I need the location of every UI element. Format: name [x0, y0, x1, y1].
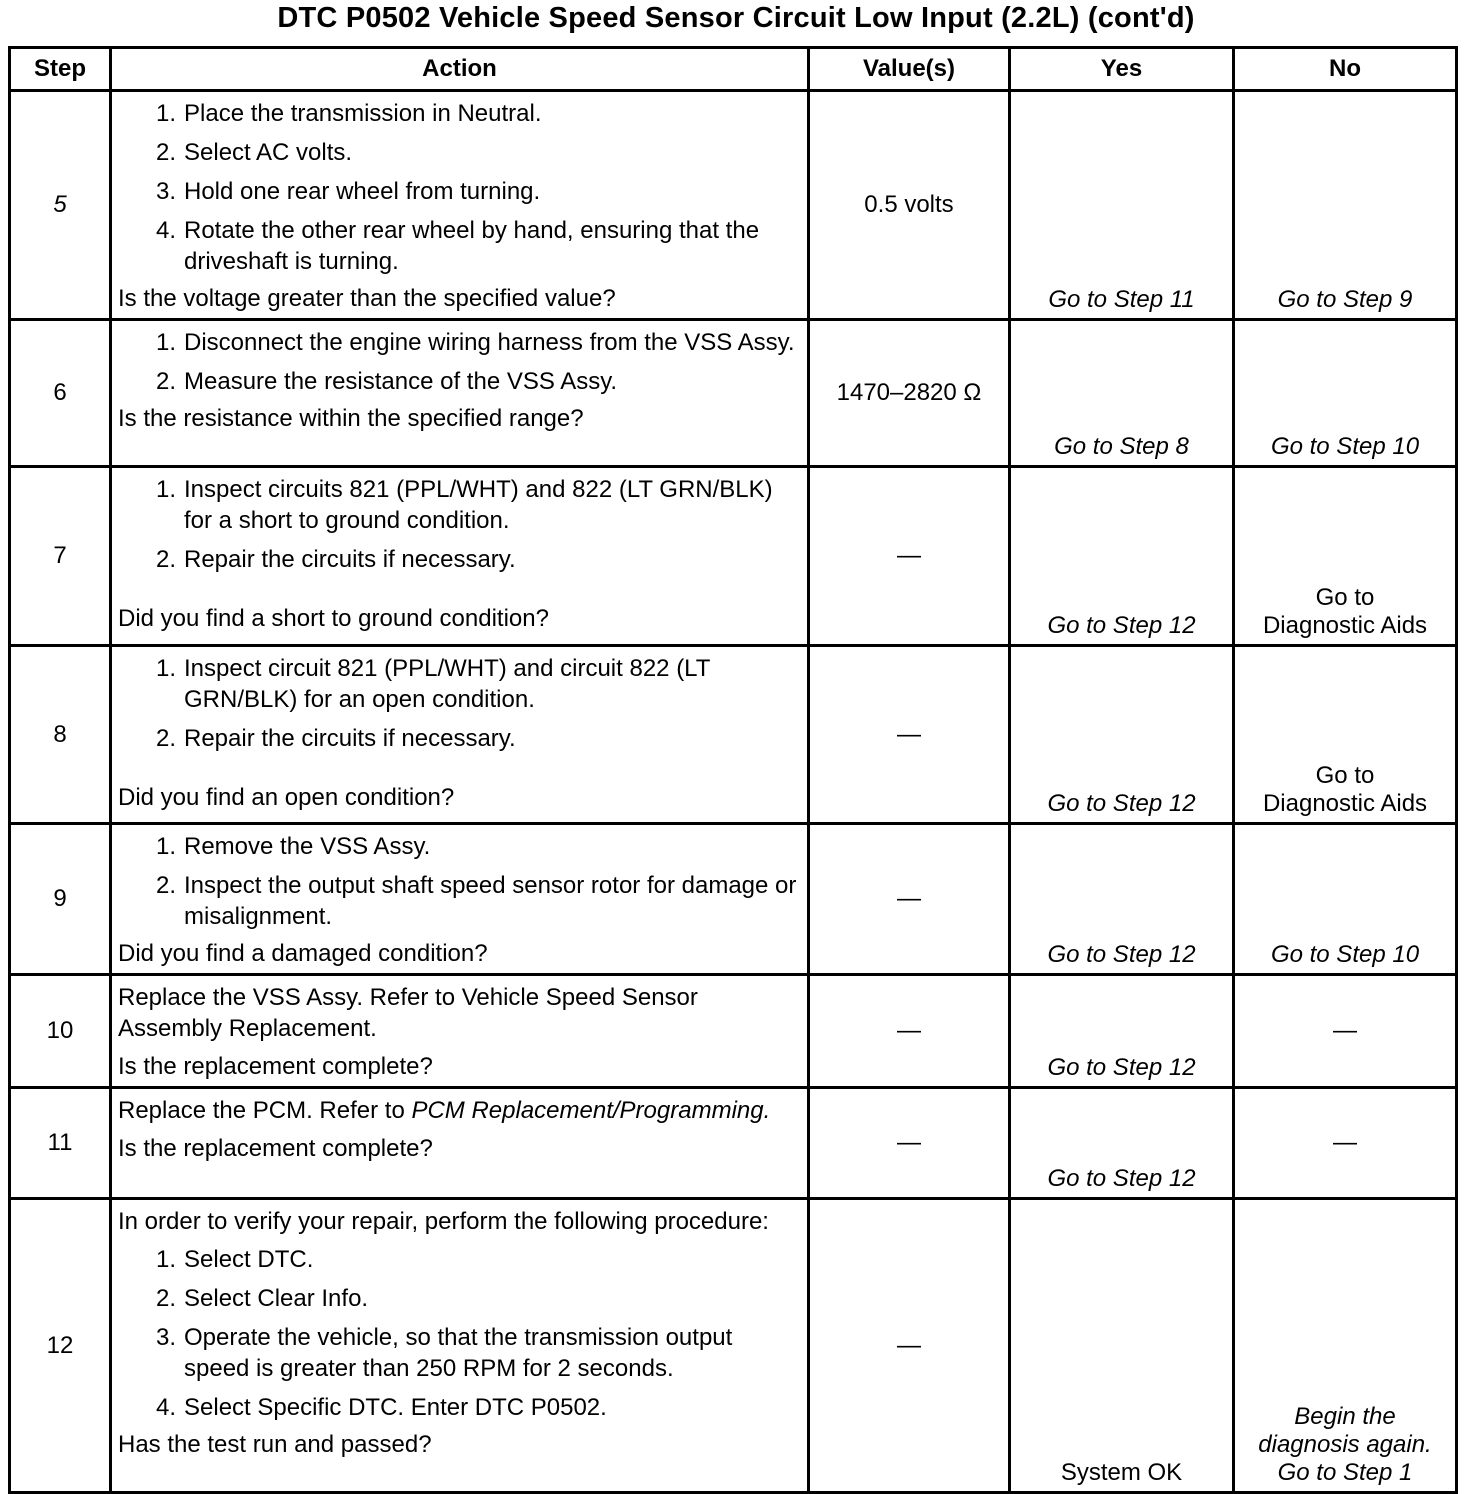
- page-title: DTC P0502 Vehicle Speed Sensor Circuit Low Input (2.2L) (cont'd): [277, 2, 1195, 34]
- no-cell: —: [1234, 975, 1457, 1088]
- step-number: 11: [10, 1088, 111, 1199]
- action-cell: [111, 824, 809, 975]
- list-item: 2. Repair the circuits if necessary.: [155, 546, 516, 573]
- yes-cell: Go to Step 12: [1010, 975, 1234, 1088]
- step-number: 5: [10, 91, 111, 320]
- table-row: [10, 320, 1457, 467]
- step-number: 12: [10, 1199, 111, 1493]
- list-item: 3. Operate the vehicle, so that the transmission output speed is greater than 250 RPM for 2 seconds.: [155, 1324, 733, 1382]
- question-text: Did you find a short to ground condition?: [118, 605, 549, 632]
- yes-cell: Go to Step 8: [1010, 320, 1234, 467]
- value-cell: —: [809, 646, 1010, 824]
- no-cell: Go to Step 9: [1234, 91, 1457, 320]
- question-text: Is the resistance within the specified range?: [118, 405, 584, 432]
- no-cell: Go to Step 10: [1234, 320, 1457, 467]
- action-cell: [111, 1199, 809, 1493]
- table-row: [10, 467, 1457, 646]
- yes-cell: Go to Step 12: [1010, 467, 1234, 646]
- no-cell: Go to Step 10: [1234, 824, 1457, 975]
- table-row: [10, 1199, 1457, 1493]
- table-row: [10, 646, 1457, 824]
- action-cell: [111, 320, 809, 467]
- header-action: Action: [111, 48, 809, 91]
- header-values: Value(s): [809, 48, 1010, 91]
- list-item: 1. Place the transmission in Neutral.: [155, 100, 542, 127]
- question-text: Is the replacement complete?: [118, 1053, 433, 1080]
- step-number: 9: [10, 824, 111, 975]
- list-item: 4. Select Specific DTC. Enter DTC P0502.: [155, 1394, 607, 1421]
- yes-cell: Go to Step 12: [1010, 824, 1234, 975]
- question-text: Is the replacement complete?: [118, 1135, 433, 1162]
- action-cell: [111, 467, 809, 646]
- no-cell: Begin the diagnosis again. Go to Step 1: [1234, 1199, 1457, 1493]
- list-item: 2. Select Clear Info.: [155, 1285, 369, 1312]
- no-cell: Go to Diagnostic Aids: [1234, 467, 1457, 646]
- header-row: [10, 48, 1457, 91]
- list-item: 1. Inspect circuit 821 (PPL/WHT) and circuit 822 (LT GRN/BLK) for an open condition.: [155, 655, 710, 713]
- table-row: [10, 824, 1457, 975]
- action-cell: [111, 975, 809, 1088]
- header-yes: Yes: [1010, 48, 1234, 91]
- action-text: Replace the VSS Assy. Refer to Vehicle Speed Sensor Assembly Replacement.: [118, 984, 698, 1042]
- action-list: [118, 327, 799, 403]
- action-list: [118, 1244, 799, 1429]
- list-item: 2. Measure the resistance of the VSS Assy.: [155, 368, 618, 395]
- value-cell: —: [809, 975, 1010, 1088]
- action-text: In order to verify your repair, perform the following procedure:: [118, 1208, 769, 1235]
- value-cell: —: [809, 1088, 1010, 1199]
- action-text: Replace the PCM. Refer to PCM Replacement/Programming.: [118, 1097, 771, 1124]
- no-cell: Go to Diagnostic Aids: [1234, 646, 1457, 824]
- action-cell: [111, 91, 809, 320]
- table-row: [10, 91, 1457, 320]
- step-number: 6: [10, 320, 111, 467]
- action-list: [118, 653, 799, 782]
- list-item: 1. Inspect circuits 821 (PPL/WHT) and 822 (LT GRN/BLK) for a short to ground condition.: [155, 476, 773, 534]
- value-cell: —: [809, 1199, 1010, 1493]
- list-item: 4. Rotate the other rear wheel by hand, ensuring that the driveshaft is turning.: [155, 217, 760, 275]
- yes-cell: System OK: [1010, 1199, 1234, 1493]
- action-cell: [111, 1088, 809, 1199]
- question-text: Has the test run and passed?: [118, 1431, 432, 1458]
- yes-cell: Go to Step 11: [1010, 91, 1234, 320]
- list-item: 1. Disconnect the engine wiring harness from the VSS Assy.: [155, 329, 795, 356]
- value-cell: 0.5 volts: [809, 91, 1010, 320]
- question-text: Did you find an open condition?: [118, 784, 455, 811]
- action-cell: [111, 646, 809, 824]
- question-text: Is the voltage greater than the specified value?: [118, 285, 616, 312]
- list-item: 2. Inspect the output shaft speed sensor rotor for damage or misalignment.: [155, 872, 797, 930]
- question-text: Did you find a damaged condition?: [118, 940, 488, 967]
- table-row: [10, 975, 1457, 1088]
- step-number: 8: [10, 646, 111, 824]
- action-list: [118, 831, 799, 938]
- value-cell: 1470–2820 Ω: [809, 320, 1010, 467]
- no-cell: —: [1234, 1088, 1457, 1199]
- header-no: No: [1234, 48, 1457, 91]
- value-cell: —: [809, 467, 1010, 646]
- table-row: [10, 1088, 1457, 1199]
- yes-cell: Go to Step 12: [1010, 646, 1234, 824]
- action-list: [118, 98, 799, 283]
- diagnostic-table: [8, 46, 1458, 1494]
- step-number: 7: [10, 467, 111, 646]
- list-item: 2. Select AC volts.: [155, 139, 353, 166]
- step-number: 10: [10, 975, 111, 1088]
- list-item: 3. Hold one rear wheel from turning.: [155, 178, 541, 205]
- list-item: 1. Select DTC.: [155, 1246, 314, 1273]
- action-list: [118, 474, 799, 603]
- list-item: 1. Remove the VSS Assy.: [155, 833, 431, 860]
- list-item: 2. Repair the circuits if necessary.: [155, 725, 516, 752]
- yes-cell: Go to Step 12: [1010, 1088, 1234, 1199]
- value-cell: —: [809, 824, 1010, 975]
- header-step: Step: [10, 48, 111, 91]
